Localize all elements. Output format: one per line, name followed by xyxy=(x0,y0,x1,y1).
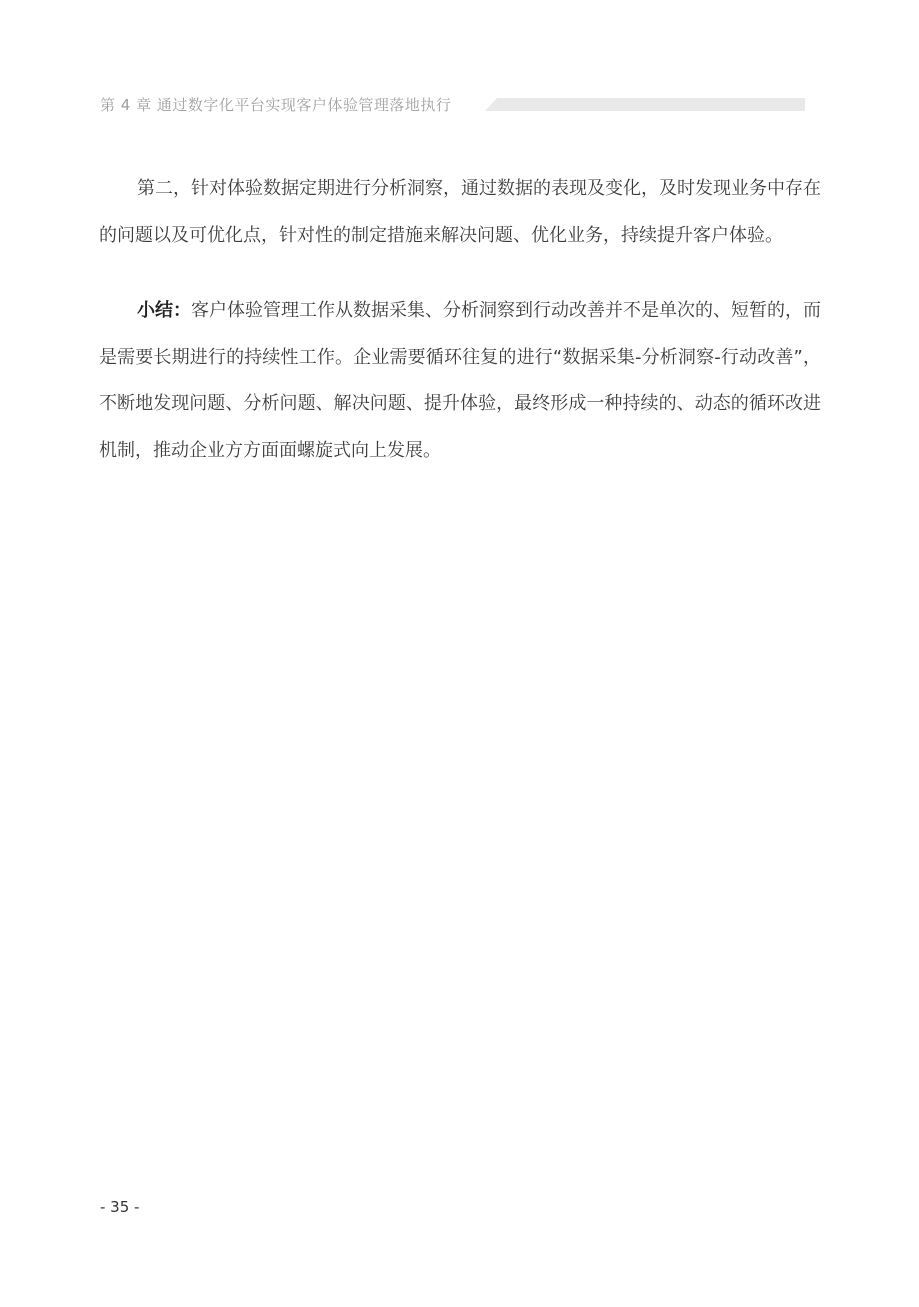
body-paragraph-1: 第二，针对体验数据定期进行分析洞察，通过数据的表现及变化，及时发现业务中存在的问题以及可优化点，针对性的制定措施来解决问题、优化业务，持续提升客户体验。 xyxy=(99,178,821,246)
summary-text: 客户体验管理工作从数据采集、分析洞察到行动改善并不是单次的、短暂的，而是需要长期进行的持续性工作。企业需要循环往复的进行“数据采集-分析洞察-行动改善”，不断地发现问题、分析问题、解决问题、提升体验，最终形成一种持续的、动态的循环改进机制，推动企业方方面面螺旋式向上发展。 xyxy=(99,300,821,461)
summary-paragraph xyxy=(99,288,821,474)
summary-label: 小结： xyxy=(137,300,191,321)
chapter-title: 第 4 章 通过数字化平台实现客户体验管理落地执行 xyxy=(100,96,452,114)
header-decorative-bar xyxy=(485,98,805,111)
page-body xyxy=(99,166,821,503)
page-header xyxy=(100,92,805,116)
page-number: - 35 - xyxy=(100,1198,140,1216)
